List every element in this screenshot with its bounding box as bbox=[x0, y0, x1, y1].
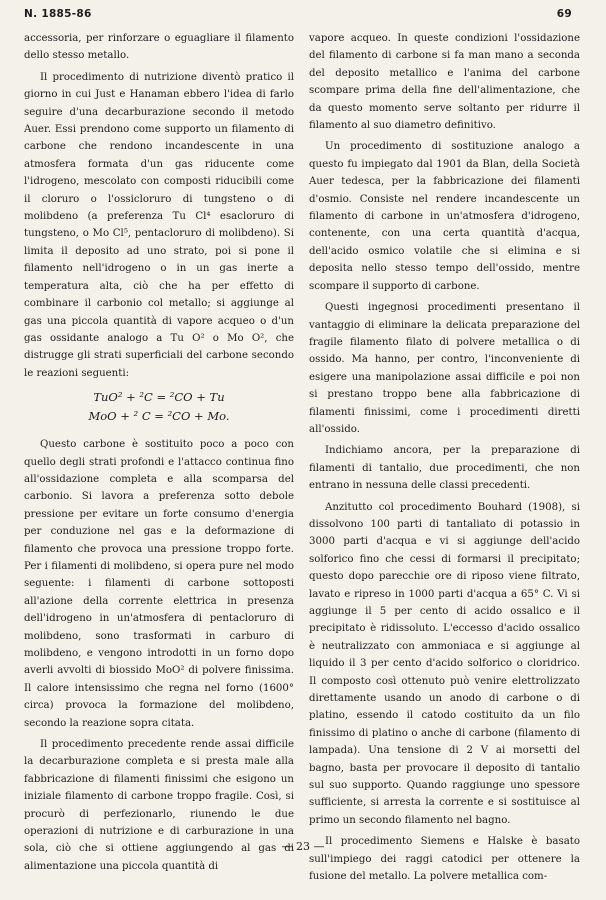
right-column bbox=[309, 30, 580, 890]
paragraph: Il procedimento precedente rende assai difficile la decarburazione completa e si presta male alla fabbricazione di filamenti finissimi che esigono un iniziale filamento di carbone troppo fragile. Così, si procurò di perfezionarlo, riunendo le due operazioni di nutrizione e di carburazione in una sola, ciò che si ottiene aggiungendo al gas di alimentazione una piccola quantità di bbox=[24, 739, 294, 872]
paragraph: Questo carbone è sostituito poco a poco con quello degli strati profondi e l'attacco continua fino all'ossidazione completa e alla scomparsa del carbonio. Si lavora a preferenza sotto debole pressione per evitare un forte consumo d'energia per conduzione nel gas e la deformazione di filamento che provoca una pressione troppo forte. Per i filamenti di molibdeno, si opera pure nel modo seguente: i filamenti di carbone sottoposti all'azione della corrente elettrica in presenza dell'idrogeno in un'atmosfera di pentacloruro di molibdeno, sono trasformati in carburo di molibdeno, e vengono introdotti in un forno dopo averli avvolti di biossido MoO² di polvere finissima. Il calore intensissimo che regna nel forno (1600° circa) provoca la formazione del molibdeno, secondo la reazione sopra citata. bbox=[24, 439, 294, 729]
left-column bbox=[24, 30, 294, 879]
paragraph: Indichiamo ancora, per la preparazione di filamenti di tantalio, due procedimenti, che non entrano in nessuna delle classi precedenti. bbox=[309, 445, 580, 492]
equation: TuO² + ²C = ²CO + Tu bbox=[93, 390, 225, 405]
paragraph: accessoria, per rinforzare o eguagliare il filamento dello stesso metallo. bbox=[24, 33, 294, 62]
paragraph: Il procedimento Siemens e Halske è basato sull'impiego dei raggi catodici per ottenere la fusione del metallo. La polvere metallica com- bbox=[309, 836, 580, 883]
equation: MoO + ² C = ²CO + Mo. bbox=[88, 409, 230, 424]
paragraph: Anzitutto col procedimento Bouhard (1908), si dissolvono 100 parti di tantaliato di potassio in 3000 parti d'acqua e vi si aggiunge dell'acido solforico fino che cessi di formarsi il precipitato; questo dopo parecchie ore di riposo viene filtrato, lavato e ripreso in 1000 parti d'acqua a 65° C. Vi si aggiunge il 5 per cento di acido ossalico e il precipitato è ridissoluto. L'eccesso d'acido ossalico è neutralizzato con ammoniaca e si aggiunge al liquido il 3 per cento d'acido solforico o cloridrico. Il composto così ottenuto può venire elettrolizzato direttamente usando un anodo di carbone o di platino, essendo il catodo costituito da un filo finissimo di platino o anche di carbone (filamento di lampada). Una tensione di 2 V ai morsetti del bagno, basta per provocare il deposito di tantalio sul suo supporto. Quando raggiunge uno spessore sufficiente, si arresta la corrente e si sostituisce al primo un secondo filamento nel bagno. bbox=[309, 501, 580, 826]
page-number-top: 69 bbox=[556, 8, 572, 20]
paragraph: Un procedimento di sostituzione analogo a questo fu impiegato dal 1901 da Blan, della Società Auer tedesca, per la fabbricazione dei filamenti d'osmio. Consiste nel rendere incandescente un filamento di carbone in un'atmosfera d'idrogeno, contenente, con una certa quantità d'acqua, dell'acido osmico volatile che si elimina e si deposita nello stesso tempo dell'ossido, mentre scompare il supporto di carbone. bbox=[309, 141, 580, 292]
equation-block bbox=[24, 388, 294, 426]
page-number-footer: — 23 — bbox=[281, 840, 325, 853]
paragraph: Il procedimento di nutrizione diventò pratico il giorno in cui Just e Hanaman ebbero l'idea di farlo seguire d'una decarburazione secondo il metodo Auer. Essi prendono come supporto un filamento di carbone che rendono incandescente in una atmosfera formata d'un gas riducente come l'idrogeno, mescolato con composti riducibili come il cloruro o l'ossicloruro di tungsteno o di molibdeno (a preferenza Tu Cl⁴ esacloruro di tungsteno, o Mo Cl⁵, pentacloruro di molibdeno). Si limita il deposito ad uno strato, poi si pone il filamento nell'idrogeno o in un gas inerte a temperatura alta, ciò che ha per effetto di combinare il carbonio col metallo; si aggiunge al gas una piccola quantità di vapore acqueo o d'un gas ossidante analogo a Tu O² o Mo O², che distrugge gli strati superficiali del carbone secondo le reazioni seguenti: bbox=[24, 71, 294, 379]
paragraph: Questi ingegnosi procedimenti presentano il vantaggio di eliminare la delicata preparazione del fragile filamento filato di polvere metallica o di ossido. Ma hanno, per contro, l'inconveniente di esigere una manipolazione assai difficile e poi non si prestano troppo bene alla fabbricazione di filamenti finissimi, come i procedimenti diretti all'ossido. bbox=[309, 302, 580, 435]
paragraph: vapore acqueo. In queste condizioni l'ossidazione del filamento di carbone si fa man mano a seconda del deposito metallico e l'anima del carbone scompare prima della fine dell'alimentazione, che da questo momento serve soltanto per ridurre il filamento al suo diametro definitivo. bbox=[309, 33, 580, 132]
issue-number: N. 1885-86 bbox=[24, 8, 92, 20]
